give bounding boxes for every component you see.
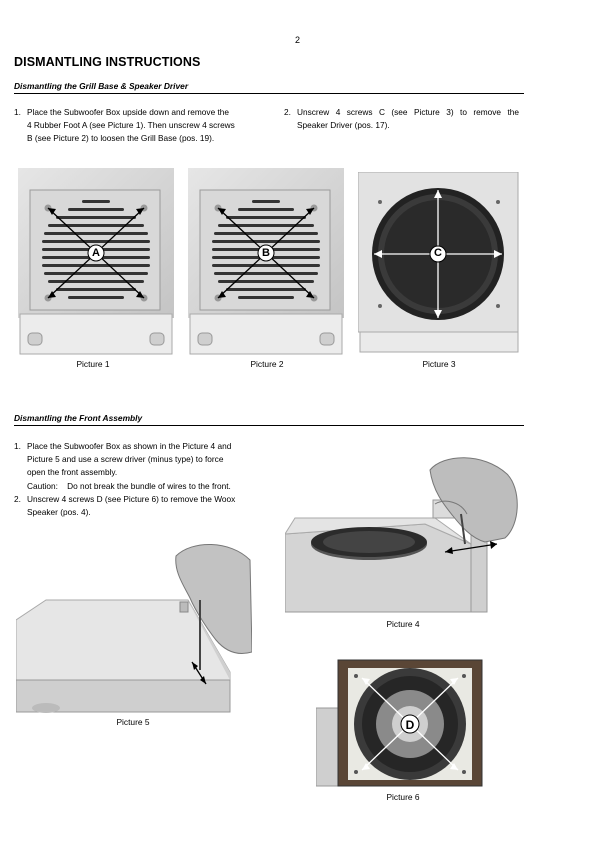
step-line: Unscrew 4 screws C (see Picture 3) to remove the xyxy=(297,107,519,117)
step-number: 2. xyxy=(284,107,291,117)
step-line: open the front assembly. xyxy=(27,467,118,478)
caption-picture-1: Picture 1 xyxy=(76,359,110,369)
picture-2-grill-base xyxy=(188,168,344,358)
step-number: 1. xyxy=(14,441,21,451)
page-number: 2 xyxy=(294,35,300,45)
step-line: Speaker Driver (pos. 17). xyxy=(297,120,390,131)
caption-picture-4: Picture 4 xyxy=(386,619,420,629)
section-divider xyxy=(14,425,524,426)
step-number: 2. xyxy=(14,494,21,504)
picture-4-open-front xyxy=(285,444,521,614)
section-heading-front-assembly: Dismantling the Front Assembly xyxy=(14,413,143,423)
caption-picture-2: Picture 2 xyxy=(250,359,284,369)
picture-3-speaker-driver xyxy=(358,172,520,358)
caption-picture-3: Picture 3 xyxy=(422,359,456,369)
step-line: Place the Subwoofer Box as shown in the Picture 4 and xyxy=(27,441,232,451)
step-line: Picture 5 and use a screw driver (minus type) to force xyxy=(27,454,224,465)
caption-picture-6: Picture 6 xyxy=(386,792,420,802)
caption-picture-5: Picture 5 xyxy=(116,717,150,727)
step-caution: Caution: Do not break the bundle of wires to the front. xyxy=(27,480,231,491)
step-1-front xyxy=(14,440,254,495)
step-1-grill xyxy=(14,106,254,148)
picture-1-grill-base xyxy=(18,168,174,358)
marker-d: D xyxy=(405,718,415,732)
section-heading-grill-base: Dismantling the Grill Base & Speaker Driver xyxy=(14,81,189,91)
picture-6-woox-speaker xyxy=(316,658,484,788)
step-2-driver xyxy=(284,106,524,136)
step-2-front xyxy=(14,493,254,523)
step-line: B (see Picture 2) to loosen the Grill Base (pos. 19). xyxy=(27,133,215,144)
marker-c: C xyxy=(434,247,442,259)
picture-5-open-front xyxy=(16,542,252,714)
step-number: 1. xyxy=(14,107,21,117)
step-line: Place the Subwoofer Box upside down and remove the xyxy=(27,107,230,117)
step-line: Unscrew 4 screws D (see Picture 6) to remove the Woox xyxy=(27,494,236,504)
section-divider xyxy=(14,93,524,94)
step-line: Speaker (pos. 4). xyxy=(27,507,91,518)
page-title: DISMANTLING INSTRUCTIONS xyxy=(14,55,201,69)
step-line: 4 Rubber Foot A (see Picture 1). Then unscrew 4 screws xyxy=(27,120,235,131)
marker-a: A xyxy=(92,247,100,259)
marker-b: B xyxy=(262,247,270,259)
